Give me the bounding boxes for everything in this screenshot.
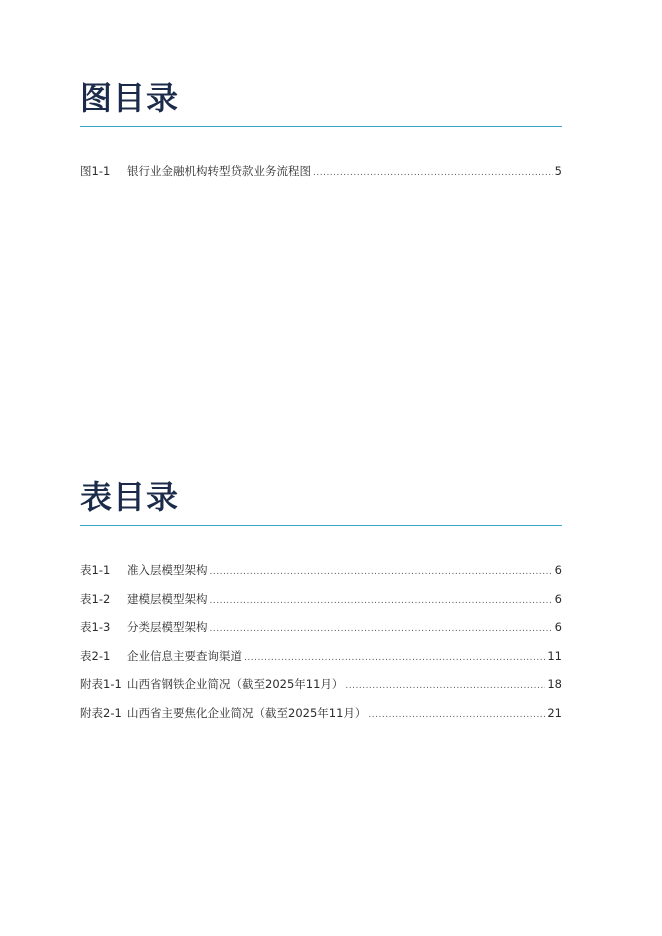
table-entry[interactable] xyxy=(80,705,562,721)
entry-title: 企业信息主要查询渠道 xyxy=(127,648,242,663)
figure-index-title: 图目录 xyxy=(80,79,180,117)
entry-page-number: 6 xyxy=(554,563,562,577)
entry-number: 表2-1 xyxy=(80,648,111,663)
entry-number: 附表2-1 xyxy=(80,705,122,720)
table-entry[interactable] xyxy=(80,591,562,607)
entry-page-number: 18 xyxy=(547,677,562,691)
dot-leader xyxy=(210,593,553,609)
entry-title: 建模层模型架构 xyxy=(127,591,208,606)
table-index-list xyxy=(80,562,562,721)
table-entry[interactable] xyxy=(80,648,562,664)
table-index-title: 表目录 xyxy=(80,478,180,516)
entry-page-number: 5 xyxy=(554,164,562,178)
entry-title: 银行业金融机构转型贷款业务流程图 xyxy=(127,164,311,178)
figure-entry[interactable] xyxy=(80,163,562,179)
entry-page-number: 6 xyxy=(554,620,562,634)
figure-index-section xyxy=(80,78,562,179)
table-entry[interactable] xyxy=(80,562,562,578)
title-divider xyxy=(80,126,562,127)
table-index-section xyxy=(80,477,562,733)
table-entry[interactable] xyxy=(80,619,562,635)
dot-leader xyxy=(368,707,545,723)
entry-title: 准入层模型架构 xyxy=(127,563,208,577)
entry-page-number: 11 xyxy=(547,648,562,663)
table-entry[interactable] xyxy=(80,676,562,692)
entry-number: 表1-3 xyxy=(80,620,111,634)
entry-title: 山西省主要焦化企业简况（截至2025年11月） xyxy=(127,705,367,720)
entry-number: 表1-1 xyxy=(80,563,111,577)
dot-leader xyxy=(313,165,553,181)
entry-page-number: 21 xyxy=(547,705,562,720)
entry-title: 山西省钢铁企业简况（截至2025年11月） xyxy=(127,677,344,691)
dot-leader xyxy=(210,621,553,637)
dot-leader xyxy=(345,678,545,694)
dot-leader xyxy=(210,564,553,580)
figure-index-list xyxy=(80,163,562,179)
entry-title: 分类层模型架构 xyxy=(127,620,208,634)
entry-number: 图1-1 xyxy=(80,164,111,178)
entry-number: 表1-2 xyxy=(80,591,111,606)
entry-number: 附表1-1 xyxy=(80,677,122,691)
dot-leader xyxy=(244,650,545,666)
title-divider xyxy=(80,525,562,526)
entry-page-number: 6 xyxy=(554,591,562,606)
